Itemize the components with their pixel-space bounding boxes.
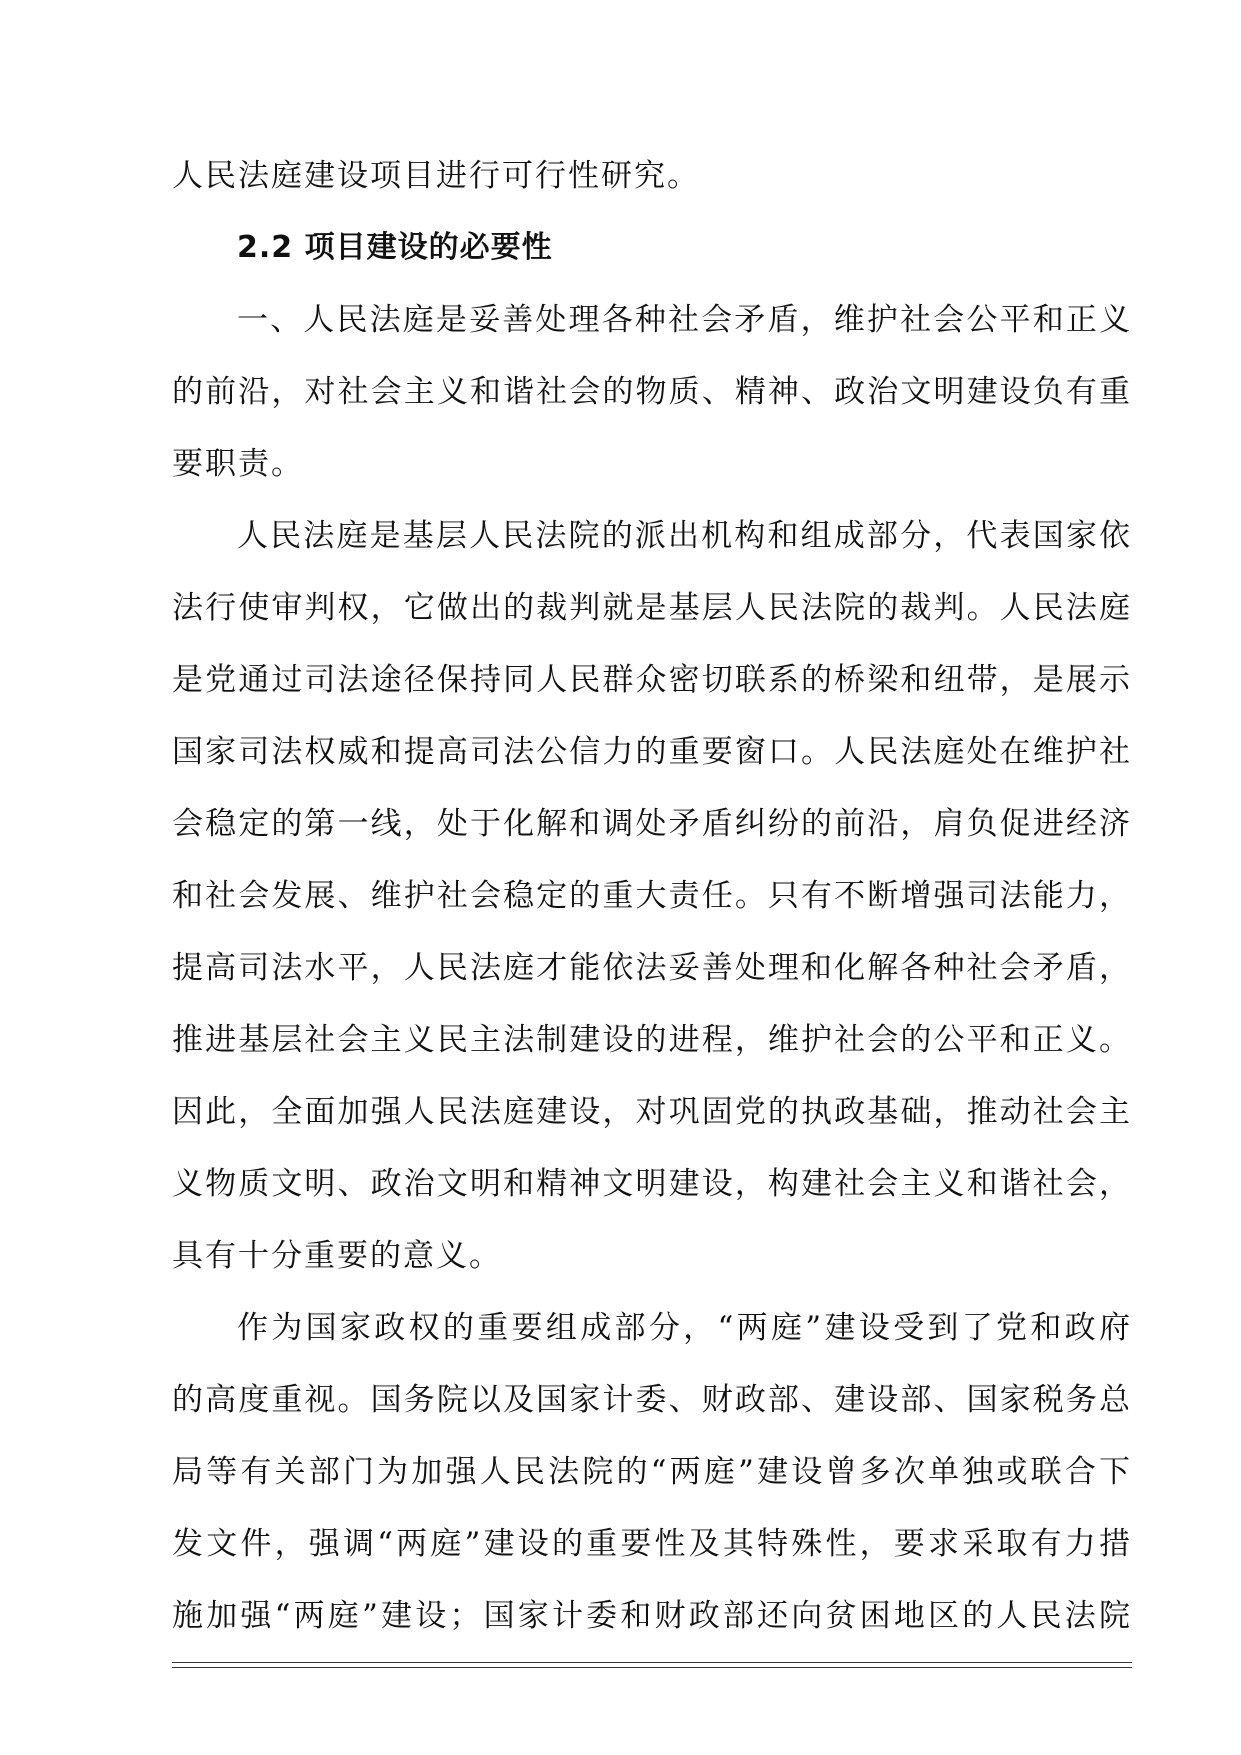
paragraph-line: 和社会发展、维护社会稳定的重大责任。只有不断增强司法能力，	[172, 878, 1132, 914]
paragraph-line: 法行使审判权，它做出的裁判就是基层人民法院的裁判。人民法庭	[172, 590, 1132, 626]
paragraph-line: 提高司法水平，人民法庭才能依法妥善处理和化解各种社会矛盾，	[172, 950, 1132, 986]
paragraph-line: 义物质文明、政治文明和精神文明建设，构建社会主义和谐社会，	[172, 1166, 1132, 1202]
paragraph-line: 局等有关部门为加强人民法院的“两庭”建设曾多次单独或联合下	[172, 1454, 1132, 1490]
paragraph-line: 推进基层社会主义民主法制建设的进程，维护社会的公平和正义。	[172, 1022, 1132, 1058]
paragraph-line: 人民法庭是基层人民法院的派出机构和组成部分，代表国家依	[237, 518, 1132, 554]
paragraph-line: 是党通过司法途径保持同人民群众密切联系的桥梁和纽带，是展示	[172, 662, 1132, 698]
paragraph-line: 国家司法权威和提高司法公信力的重要窗口。人民法庭处在维护社	[172, 734, 1132, 770]
paragraph-line: 具有十分重要的意义。	[172, 1238, 502, 1274]
paragraph-line: 一、人民法庭是妥善处理各种社会矛盾，维护社会公平和正义	[237, 302, 1132, 338]
paragraph-line: 因此，全面加强人民法庭建设，对巩固党的执政基础，推动社会主	[172, 1094, 1132, 1130]
paragraph-line: 会稳定的第一线，处于化解和调处矛盾纠纷的前沿，肩负促进经济	[172, 806, 1132, 842]
paragraph-line: 人民法庭建设项目进行可行性研究。	[172, 158, 700, 194]
paragraph-line: 的高度重视。国务院以及国家计委、财政部、建设部、国家税务总	[172, 1382, 1132, 1418]
paragraph-line: 作为国家政权的重要组成部分，“两庭”建设受到了党和政府	[237, 1310, 1132, 1346]
footer-divider	[172, 1662, 1132, 1668]
paragraph-line: 发文件，强调“两庭”建设的重要性及其特殊性，要求采取有力措	[172, 1526, 1132, 1562]
document-body	[172, 140, 1132, 1652]
paragraph-line: 要职责。	[172, 446, 304, 482]
section-heading: 2.2 项目建设的必要性	[237, 230, 553, 265]
paragraph-line: 的前沿，对社会主义和谐社会的物质、精神、政治文明建设负有重	[172, 374, 1132, 410]
paragraph-line: 施加强“两庭”建设；国家计委和财政部还向贫困地区的人民法院	[172, 1598, 1132, 1634]
